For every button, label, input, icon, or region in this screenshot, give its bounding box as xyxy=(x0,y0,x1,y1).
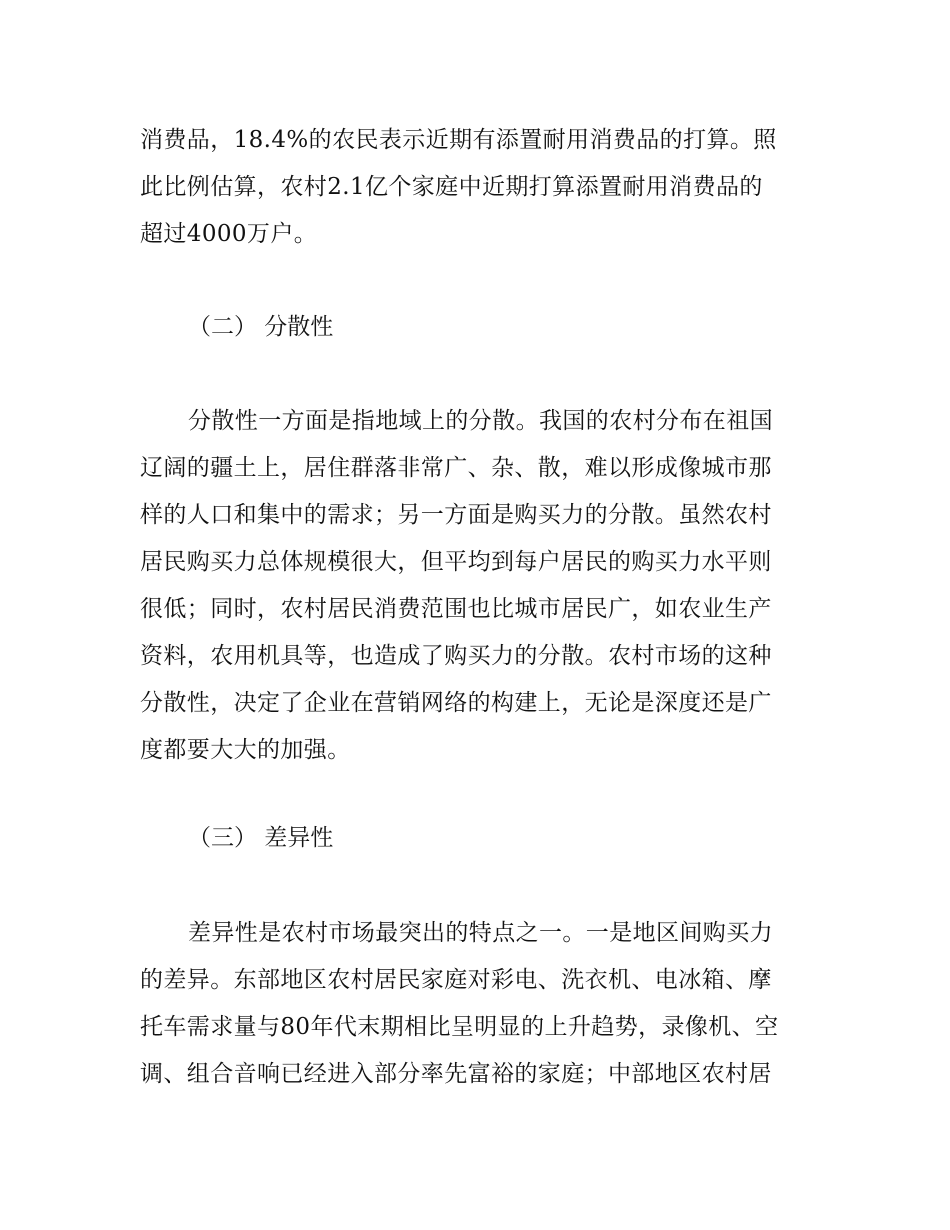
text-line: 分散性一方面是指地域上的分散。我国的农村分布在祖国 xyxy=(188,408,773,434)
text-line: 辽阔的疆土上，居住群落非常广、杂、散，难以形成像城市那 xyxy=(140,455,772,481)
section-heading-dispersion: （二） 分散性 xyxy=(188,314,334,340)
text-line: 样的人口和集中的需求；另一方面是购买力的分散。虽然农村 xyxy=(140,502,772,528)
paragraph-difference xyxy=(140,910,810,1098)
text-line: 托车需求量与80年代末期相比呈明显的上升趋势，录像机、空 xyxy=(140,1014,779,1040)
text-line: 此比例估算，农村2.1亿个家庭中近期打算添置耐用消费品的 xyxy=(140,174,763,200)
text-line: 分散性，决定了企业在营销网络的构建上，无论是深度还是广 xyxy=(140,690,772,716)
text-line: 很低；同时，农村居民消费范围也比城市居民广，如农业生产 xyxy=(140,596,772,622)
text-line: 资料，农用机具等，也造成了购买力的分散。农村市场的这种 xyxy=(140,643,772,669)
text-line: 差异性是农村市场最突出的特点之一。一是地区间购买力 xyxy=(188,920,773,946)
text-line: 度都要大大的加强。 xyxy=(140,737,351,763)
paragraph-dispersion xyxy=(140,398,810,774)
section-heading-difference: （三） 差异性 xyxy=(188,825,334,851)
text-line: 超过4000万户。 xyxy=(140,221,318,247)
text-line: 的差异。东部地区农村居民家庭对彩电、洗衣机、电冰箱、摩 xyxy=(140,967,772,993)
text-line: 调、组合音响已经进入部分率先富裕的家庭；中部地区农村居 xyxy=(140,1061,772,1087)
text-line: 居民购买力总体规模很大，但平均到每户居民的购买力水平则 xyxy=(140,549,772,575)
paragraph-consumer-goods xyxy=(140,117,810,258)
text-line: 消费品，18.4%的农民表示近期有添置耐用消费品的打算。照 xyxy=(140,127,777,153)
